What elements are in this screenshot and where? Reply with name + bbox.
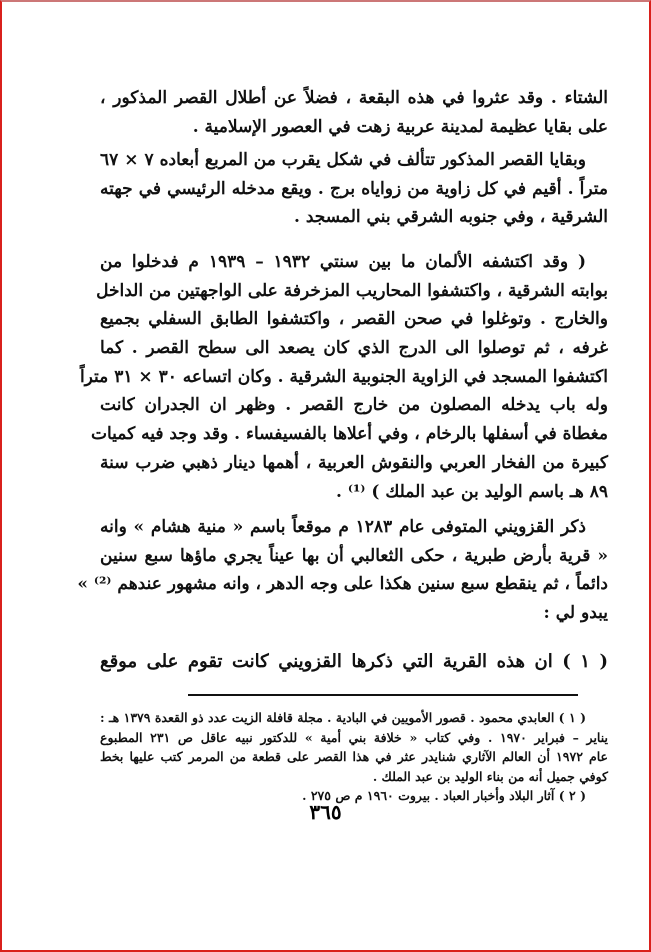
paragraph-3-quote [79,248,608,506]
text-line: « قرية بأرض طبرية ، حكى الثعالبي أن بها عيناً يجري ماؤها سبع سنين [100,545,608,566]
footnotes [100,708,608,806]
text-line: وبقايا القصر المذكور تتألف في شكل يقرب من المربع أبعاده ٧ × ٦٧ [100,150,587,170]
paragraph-2 [100,146,608,232]
text-line: الشتاء . وقد عثروا في هذه البقعة ، فضلاً عن أطلال القصر المذكور ، [100,88,608,108]
text-line: على بقايا عظيمة لمدينة عربية زهت في العصور الإسلامية . [192,116,608,137]
footnote-line: ( ١ ) العابدي محمود . قصور الأمويين في البادية . مجلة قافلة الزيت عدد ذو القعدة ١٣٧٩ هـ : [100,710,586,725]
text-line: الشرقية ، وفي جنوبه الشرقي بني المسجد . [294,207,608,228]
text-line: متراً . أقيم في كل زاوية من زواياه برج . ويقع مدخله الرئيسي في جهته [100,178,608,199]
text-line: دائماً ، ثم ينقطع سبع سنين هكذا على وجه الدهر ، وانه مشهور عندهم ⁽²⁾ » [77,574,608,595]
text-line: ( وقد اكتشفه الألمان ما بين سنتي ١٩٣٢ – ١٩٣٩ م فدخلوا من [100,252,586,272]
text-line: ذكر القزويني المتوفى عام ١٢٨٣ م موقعاً باسم « منية هشام » وانه [100,517,586,537]
footnote-line: ( ٢ ) آثار البلاد وأخبار العباد . بيروت ١٩٦٠ م ص ٢٧٥ . [302,788,586,803]
page-number: ٣٦٥ [309,800,342,824]
footnote-line: عام ١٩٧٢ أن العالم الآثاري شنايدر عثر في هذا القصر على قطعة من المرمر كتب عليها بخط [100,749,608,764]
paragraph-1 [100,84,608,141]
footnote-divider [188,694,578,696]
text-line: يبدو لي : [543,603,608,624]
footnote-line: يناير – فبراير ١٩٧٠ . وفي كتاب « خلافة بني أمية » للدكتور نبيه عاقل ص ٢٣١ المطبوع [100,729,608,745]
text-line: مغطاة في أسفلها بالرخام ، وفي أعلاها بالفسيفساء . وقد وجد فيه كميات [90,424,608,445]
text-line: بوابته الشرقية ، واكتشفوا المحاريب المزخرفة على الواجهتين من الداخل [96,280,608,301]
paragraph-4 [77,513,608,628]
text-line: ( ١ ) ان هذه القرية التي ذكرها القزويني كانت تقوم على موقع [100,651,608,672]
footnote-line: كوفي جميل أنه من بناء الوليد بن عبد الملك . [372,768,608,784]
text-line: اكتشفوا المسجد في الزاوية الجنوبية الشرقية . وكان اتساعه ٣٠ × ٣١ متراً [79,366,608,387]
text-line: ٨٩ هـ باسم الوليد بن عبد الملك ) ⁽¹⁾ . [336,481,608,502]
text-line: كبيرة من الفخار العربي والنقوش العربية ، أهمها دينار ذهبي ضرب سنة [100,452,608,473]
text-line: والخارج . وتوغلوا في صحن القصر ، واكتشفوا الطابق السفلي بجميع [100,309,608,330]
text-line: غرفه ، ثم توصلوا الى الدرج الذي كان يصعد الى سطح القصر . كما [100,338,608,359]
text-line: وله باب يدخله المصلون من خارج القصر . وظهر ان الجدران كانت [100,395,608,416]
paragraph-5 [100,648,608,677]
